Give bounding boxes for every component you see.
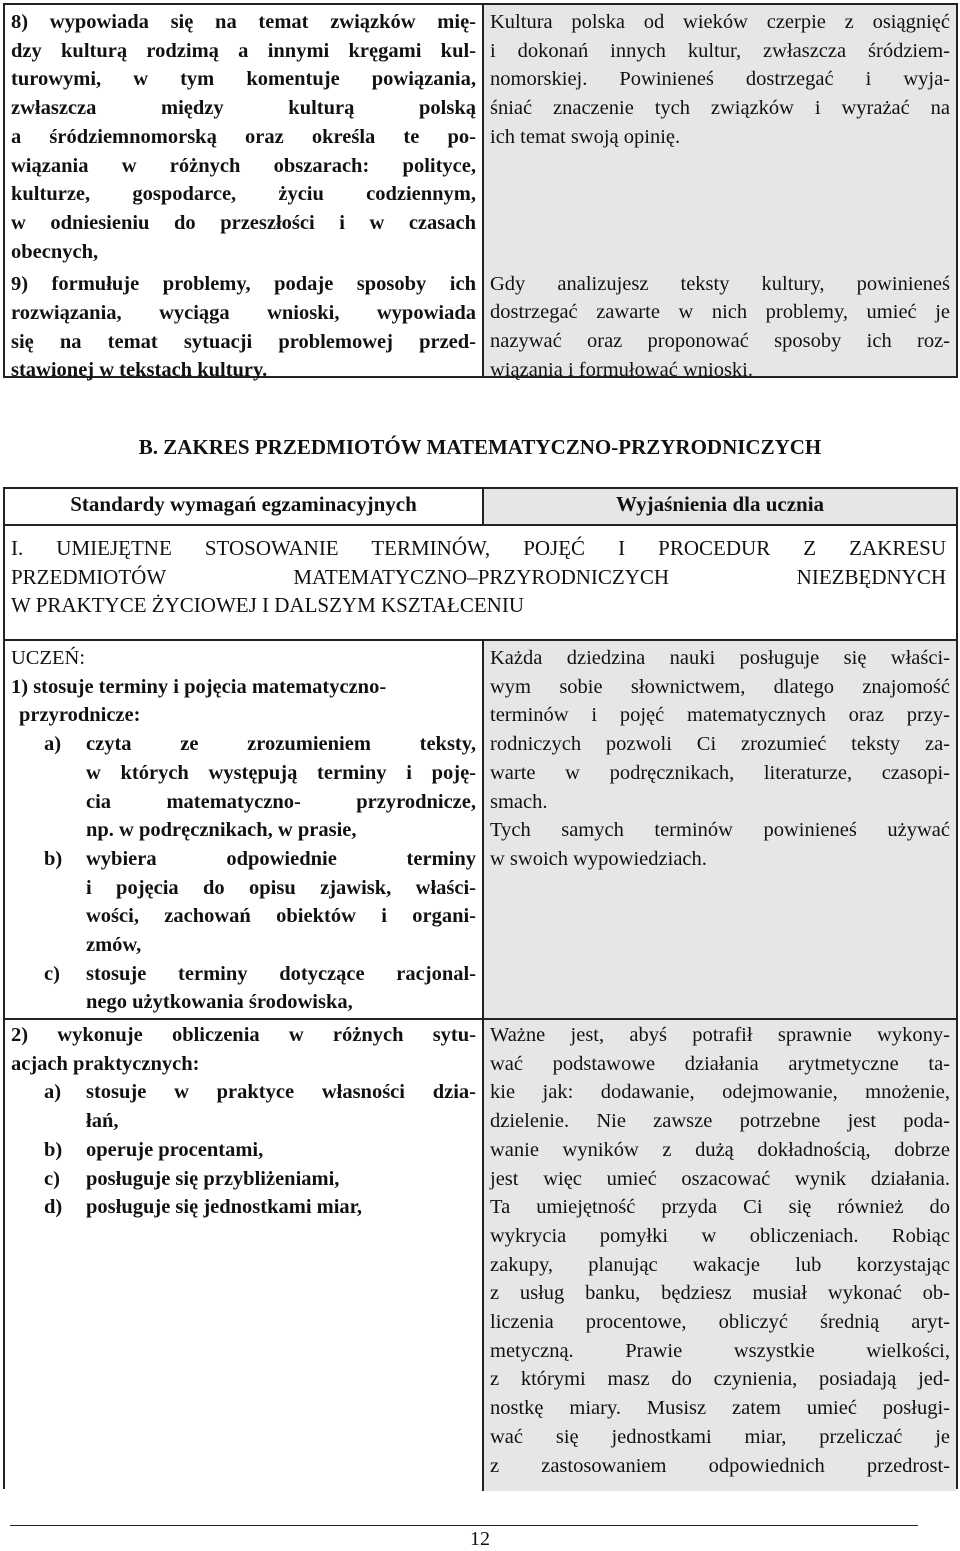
line: 8) wypowiada się na temat związków mię- [11, 11, 476, 33]
item-label: c) [44, 962, 60, 985]
line: stosuje terminy dotyczące racjonal- [86, 962, 476, 985]
row1-right [484, 641, 956, 1018]
header-right: Wyjaśnienia dla ucznia [484, 489, 956, 524]
line: terminów i pojęć matematycznych oraz przy- [490, 704, 950, 727]
line: nostkę miary. Musisz zatem umieć posługi- [490, 1397, 950, 1420]
row2-right [484, 1020, 956, 1491]
line: stosuje w praktyce własności dzia- [86, 1081, 476, 1104]
line: z usług banku, będziesz musiał wykonać ob- [490, 1282, 950, 1305]
line: operuje procentami, [86, 1138, 264, 1161]
row2-left [5, 1020, 484, 1491]
explanation-text [490, 1021, 950, 1480]
line: wiązania i formułować wnioski. [490, 358, 754, 381]
line: wiązania w różnych obszarach: polityce, [11, 154, 476, 177]
line: i dokonań innych kultur, zwłaszcza śródziem- [490, 39, 950, 62]
explanation-para-1 [490, 8, 950, 152]
item-label: a) [44, 1081, 62, 1104]
line: Tych samych terminów powinieneś używać [490, 819, 950, 842]
line: PRZEDMIOTÓW MATEMATYCZNO–PRZYRODNICZYCH NIEZBĘDNYCH [11, 564, 946, 589]
line: wybiera odpowiednie terminy [86, 847, 476, 870]
line: z zastosowaniem odpowiednich przedrost- [490, 1454, 950, 1477]
section-heading: B. ZAKRES PRZEDMIOTÓW MATEMATYCZNO-PRZYRODNICZYCH [138, 435, 822, 459]
line: turowymi, w tym komentuje powiązania, [11, 68, 476, 91]
item-label: c) [44, 1167, 60, 1190]
top-table [3, 3, 958, 382]
line: rodniczych pozwoli Ci zrozumieć teksty za- [490, 733, 950, 756]
line: Gdy analizujesz teksty kultury, powinieneś [490, 272, 950, 295]
line: nomorskiej. Powinieneś dostrzegać i wyja- [490, 68, 950, 91]
line: śniać znaczenie tych związków i wyrażać na [490, 97, 950, 120]
line: jest więc umieć oszacować wynik działania. [490, 1167, 950, 1190]
line: w odniesieniu do przeszłości i w czasach [11, 211, 476, 234]
line: I. UMIEJĘTNE STOSOWANIE TERMINÓW, POJĘĆ I PROCEDUR Z ZAKRESU [11, 536, 946, 560]
line: dzielenie. Nie zawsze potrzebne jest poda- [490, 1110, 950, 1133]
section-title-row [5, 526, 956, 641]
list-item [11, 1193, 476, 1222]
line: warte w podręcznikach, literaturze, czasopi- [490, 761, 950, 784]
line: przyrodnicze: [19, 704, 141, 727]
line: łań, [86, 1110, 119, 1133]
list-item [11, 845, 476, 960]
row1-left [5, 641, 484, 1018]
table-row [5, 641, 956, 1020]
line: wości, zachowań obiektów i organi- [86, 905, 476, 928]
standard-point-2 [11, 1021, 476, 1078]
item-label: d) [44, 1196, 63, 1219]
list-item [11, 1136, 476, 1165]
line: wym sobie słownictwem, dlatego znajomość [490, 675, 950, 698]
line: nego użytkowania środowiska, [86, 991, 353, 1014]
line: posługuje się jednostkami miar, [86, 1196, 363, 1219]
line: w których występują terminy i poję- [86, 761, 476, 784]
line: stawionej w tekstach kultury. [11, 359, 268, 382]
line: i pojęcia do opisu zjawisk, właści- [86, 876, 476, 899]
list-item [11, 730, 476, 845]
top-left-cell [5, 5, 484, 382]
line: Kultura polska od wieków czerpie z osiągnięć [490, 11, 950, 33]
explanation-para-2 [490, 270, 950, 385]
line: Każda dziedzina nauki posługuje się właści- [490, 647, 950, 669]
line: nazywać oraz proponować sposoby ich roz- [490, 329, 950, 352]
line: z którymi masz do czynienia, posiadają jed- [490, 1368, 950, 1391]
line: czyta ze zrozumieniem teksty, [86, 733, 476, 756]
item-label: b) [44, 847, 63, 870]
line: 2) wykonuje obliczenia w różnych sytu- [11, 1024, 476, 1046]
line: Ta umiejętność przyda Ci się również do [490, 1196, 950, 1219]
table-header-row [5, 489, 956, 526]
list-item [11, 1165, 476, 1194]
line: 1) stosuje terminy i pojęcia matematyczno- [11, 675, 387, 698]
line: w swoich wypowiedziach. [490, 847, 707, 870]
list-item [11, 1078, 476, 1135]
line: kulturze, gospodarce, życiu codziennym, [11, 183, 476, 206]
line: wykrycia pomyłki w obliczeniach. Robiąc [490, 1224, 950, 1247]
item-label: b) [44, 1138, 63, 1161]
line: dzy kulturą rodzimą a innymi kręgami kul- [11, 39, 476, 62]
line: wać podstawowe działania arytmetyczne ta- [490, 1052, 950, 1075]
explanation-text [490, 644, 950, 874]
table-row [5, 1020, 956, 1491]
line: rozwiązania, wyciąga wnioski, wypowiada [11, 302, 476, 325]
main-table [3, 487, 958, 1489]
page-number: 12 [470, 1528, 490, 1550]
line: posługuje się przybliżeniami, [86, 1167, 340, 1190]
line: W PRAKTYCE ŻYCIOWEJ I DALSZYM KSZTAŁCENIU [11, 593, 524, 617]
line: zakupy, planując wakacje lub korzystając [490, 1253, 950, 1276]
line: smach. [490, 790, 548, 813]
standard-point-1 [11, 673, 476, 730]
line: wać się jednostkami miar, przeliczać je [490, 1425, 950, 1448]
line: zwłaszcza między kulturą polską [11, 97, 476, 120]
list-item [11, 960, 476, 1017]
line: obecnych, [11, 240, 99, 263]
line: kie jak: dodawanie, odejmowanie, mnożenie, [490, 1081, 950, 1104]
line: zmów, [86, 934, 142, 957]
header-left: Standardy wymagań egzaminacyjnych [5, 489, 484, 524]
standard-point-8 [11, 8, 476, 266]
line: ich temat swoją opinię. [490, 125, 681, 148]
line: np. w podręcznikach, w prasie, [86, 819, 357, 842]
line: się na temat sytuacji problemowej przed- [11, 330, 476, 353]
top-right-cell [484, 5, 956, 381]
item-label: a) [44, 733, 62, 756]
line: 9) formułuje problemy, podaje sposoby ich [11, 273, 476, 296]
line: acjach praktycznych: [11, 1052, 200, 1075]
line: liczenia procentowe, obliczyć średnią aryt- [490, 1311, 950, 1334]
line: Ważne jest, abyś potrafił sprawnie wykony- [490, 1024, 950, 1046]
line: a śródziemnomorską oraz określa te po- [11, 125, 476, 148]
line: cia matematyczno- przyrodnicze, [86, 790, 476, 813]
line: metyczną. Prawie wszystkie wielkości, [490, 1339, 950, 1362]
pupil-label: UCZEŃ: [11, 647, 86, 669]
line: wanie wyników z dużą dokładnością, dobrze [490, 1138, 950, 1161]
line: dostrzegać zawarte w nich problemy, umieć je [490, 301, 950, 324]
standard-point-9 [11, 270, 476, 385]
footer-rule [10, 1525, 918, 1526]
